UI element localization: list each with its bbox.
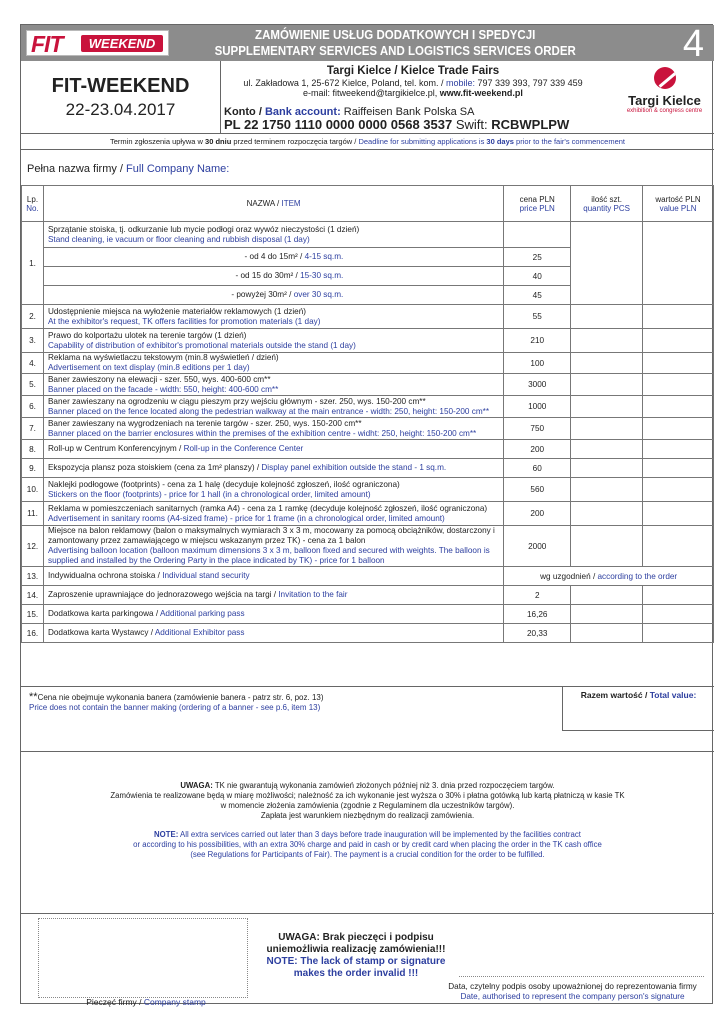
- event-dates: 22-23.04.2017: [65, 100, 176, 119]
- item-name: [43, 624, 503, 643]
- mobile-numbers: 797 339 393, 797 339 459: [475, 78, 583, 88]
- logo-fit-text: FIT: [31, 31, 63, 57]
- table-header-row: [22, 186, 714, 222]
- subitem-en: 15-30 sq.m.: [300, 271, 344, 280]
- quantity-cell[interactable]: [571, 222, 643, 305]
- table-row: [22, 586, 714, 605]
- table-row: [22, 526, 714, 567]
- row-number: 5.: [22, 374, 44, 396]
- item-name-en: Roll-up in the Conference Center: [183, 444, 304, 453]
- col-lp: [22, 186, 44, 222]
- subitem-price: 40: [504, 267, 571, 286]
- item-price: 100: [504, 353, 571, 374]
- col-value: [643, 186, 714, 222]
- item-name: [43, 418, 503, 440]
- value-cell[interactable]: [643, 305, 714, 329]
- signature-label: [431, 982, 714, 1002]
- notice-pl-line2: Zamówienia te realizowane będą w miarę możliwości; należność za ich wykonanie jest wyższa o 30% i płatna gotówką lub kartą płatniczą w kasie TK: [110, 791, 625, 800]
- notice-en: [21, 830, 714, 860]
- deadline-pl-2: przed terminem rozpoczęcia targów /: [231, 137, 359, 146]
- notice-pl-line1: TK nie gwarantują wykonania zamówień złożonych później niż 3. dnia przed rozpoczęciem targów.: [212, 781, 555, 790]
- col-lp-en: No.: [26, 203, 39, 213]
- subitem-name: [43, 248, 503, 267]
- item-name-en: Stand cleaning, ie vacuum or floor cleaning and rubbish disposal (1 day): [47, 234, 310, 244]
- quantity-cell[interactable]: [571, 502, 643, 526]
- col-lp-pl: Lp.: [26, 194, 39, 204]
- item-name: [43, 459, 503, 478]
- row-number: 11.: [22, 502, 44, 526]
- stamp-label-en: Company stamp: [143, 997, 206, 1007]
- table-row: [22, 624, 714, 643]
- item-name-pl: Prawo do kolportażu ulotek na terenie targów (1 dzień): [47, 330, 247, 340]
- value-cell[interactable]: [643, 374, 714, 396]
- quantity-cell[interactable]: [571, 526, 643, 567]
- total-value-field[interactable]: [562, 687, 714, 731]
- item-price: 1000: [504, 396, 571, 418]
- footnote-stars: **: [29, 691, 38, 703]
- notice-pl-line3: w momencie złożenia zamówienia (zgodnie z Regulaminem dla uczestników targów).: [220, 801, 515, 810]
- table-row: [22, 374, 714, 396]
- row-number: 14.: [22, 586, 44, 605]
- col-value-pl: wartość PLN: [655, 194, 701, 204]
- row-number: 13.: [22, 567, 44, 586]
- notice-pl: [21, 781, 714, 821]
- company-stamp-box[interactable]: [38, 918, 248, 998]
- value-cell[interactable]: [643, 624, 714, 643]
- value-cell[interactable]: [643, 329, 714, 353]
- company-name-field[interactable]: [27, 163, 229, 175]
- subitem-price: 25: [504, 248, 571, 267]
- quantity-cell[interactable]: [571, 329, 643, 353]
- deadline-en-1: Deadline for submitting applications is: [358, 137, 487, 146]
- event-box: [21, 61, 221, 133]
- quantity-cell[interactable]: [571, 374, 643, 396]
- tk-logo-name: Targi Kielce: [628, 93, 701, 108]
- value-cell[interactable]: [643, 396, 714, 418]
- row-number: 4.: [22, 353, 44, 374]
- col-quantity: [571, 186, 643, 222]
- item-name: [43, 329, 503, 353]
- quantity-cell[interactable]: [571, 418, 643, 440]
- services-table: [21, 185, 714, 643]
- col-qty-pl: ilość szt.: [591, 194, 622, 204]
- item-name-pl: Baner zawieszany na wygrodzeniach na terenie targów - szer. 250, wys. 150-200 cm**: [47, 418, 362, 428]
- item-price: 55: [504, 305, 571, 329]
- value-cell[interactable]: [643, 459, 714, 478]
- col-price-pl: cena PLN: [519, 194, 555, 204]
- form-number: 4: [682, 23, 704, 65]
- quantity-cell[interactable]: [571, 478, 643, 502]
- item-name: [43, 502, 503, 526]
- organizer-contact: [223, 63, 603, 132]
- quantity-cell[interactable]: [571, 353, 643, 374]
- row-number: 6.: [22, 396, 44, 418]
- fit-weekend-logo: [26, 30, 169, 56]
- event-name: FIT-WEEKEND: [51, 75, 190, 97]
- row-number: 3.: [22, 329, 44, 353]
- subitem-name: [43, 267, 503, 286]
- row-number: 9.: [22, 459, 44, 478]
- item-price: 20,33: [504, 624, 571, 643]
- banner-footnote: [29, 692, 409, 713]
- company-stamp-label: [21, 997, 271, 1007]
- quantity-cell[interactable]: [571, 440, 643, 459]
- warning-pl-2: uniemożliwia realizację zamówienia!!!: [266, 944, 446, 955]
- item-price: 2: [504, 586, 571, 605]
- item-price: [504, 222, 571, 248]
- item-name-en: Capability of distribution of exhibitor's promotional materials outside the stand (1 day): [47, 340, 356, 350]
- item-name-en: Display panel exhibition outside the stand - 1 sq.m.: [261, 463, 447, 472]
- quantity-cell[interactable]: [571, 624, 643, 643]
- row-number: 8.: [22, 440, 44, 459]
- account-number-line: [224, 117, 603, 132]
- row-number: 10.: [22, 478, 44, 502]
- price-note-pl: wg uzgodnień /: [540, 571, 598, 581]
- value-cell[interactable]: [643, 418, 714, 440]
- deadline-en-2: prior to the fair's commencement: [513, 137, 626, 146]
- item-price: 210: [504, 329, 571, 353]
- item-price: 60: [504, 459, 571, 478]
- warning-en-2: makes the order invalid !!!: [293, 968, 419, 979]
- table-row: [22, 440, 714, 459]
- value-cell[interactable]: [643, 440, 714, 459]
- form-title-pl: ZAMÓWIENIE USŁUG DODATKOWYCH I SPEDYCJI: [255, 28, 536, 42]
- item-name-en: Additional Exhibitor pass: [154, 628, 245, 637]
- item-name: [43, 374, 503, 396]
- value-cell[interactable]: [643, 526, 714, 567]
- organizer-address: [223, 78, 603, 98]
- swift-code: RCBWPLPW: [491, 117, 570, 132]
- item-name-en: Banner placed on the fence located along the pedestrian walkway at the main entrance - width: 250, height: 150-200 cm**: [47, 406, 490, 416]
- item-name: [43, 353, 503, 374]
- deadline-note: [21, 133, 714, 150]
- value-cell[interactable]: [643, 222, 714, 305]
- targi-kielce-emblem-icon: [654, 67, 676, 89]
- stamp-warning: [258, 932, 454, 980]
- item-price: 2000: [504, 526, 571, 567]
- table-row: [22, 305, 714, 329]
- form-title: [179, 27, 611, 59]
- col-item: [43, 186, 503, 222]
- row-number: 7.: [22, 418, 44, 440]
- item-name-pl: Reklama w pomieszczeniach sanitarnych (ramka A4) - cena za 1 ramkę (decyduje kolejność zgłoszeń, ilość ograniczona): [47, 503, 488, 513]
- item-name-en: Banner placed on the barrier enclosures within the premises of the exhibition centre - widht: 250, height: 150-200 cm**: [47, 428, 477, 438]
- item-name-en: Advertisement in sanitary rooms (A4-sized frame) - price for 1 frame (in a chronological order, limited amount): [47, 513, 445, 523]
- item-price: 200: [504, 502, 571, 526]
- quantity-cell[interactable]: [571, 605, 643, 624]
- table-row: [22, 502, 714, 526]
- item-name-pl: Roll-up w Centrum Konferencyjnym /: [47, 444, 184, 453]
- item-price: 16,26: [504, 605, 571, 624]
- row-number: 15.: [22, 605, 44, 624]
- item-name-en: Advertisement on text display (min.8 editions per 1 day): [47, 363, 250, 372]
- subitem-en: over 30 sq.m.: [293, 290, 344, 299]
- item-name-en: Invitation to the fair: [278, 590, 348, 599]
- table-row: [22, 353, 714, 374]
- signature-label-pl: Data, czytelny podpis osoby upoważnionej do reprezentowania firmy: [448, 982, 697, 991]
- col-price: [504, 186, 571, 222]
- item-name: [43, 305, 503, 329]
- deadline-pl-1: Termin zgłoszenia upływa w: [109, 137, 206, 146]
- row-number: 2.: [22, 305, 44, 329]
- stamp-label-pl: Pieczęć firmy /: [86, 997, 144, 1007]
- item-name-en: Additional parking pass: [159, 609, 245, 618]
- subitem-name: [43, 286, 503, 305]
- total-label-pl: Razem wartość /: [580, 690, 650, 700]
- item-name: [43, 222, 503, 248]
- subitem-en: 4-15 sq.m.: [304, 252, 344, 261]
- price-note-en: according to the order: [597, 571, 678, 581]
- item-name-pl: Sprzątanie stoiska, tj. odkurzanie lub mycie podłogi oraz wywóz nieczystości (1 dzień): [47, 224, 360, 234]
- row-number: 16.: [22, 624, 44, 643]
- account-number: PL 22 1750 1110 0000 0000 0568 3537: [224, 117, 453, 132]
- footnote-pl: Cena nie obejmuje wykonania banera (zamówienie banera - patrz str. 6, poz. 13): [37, 693, 324, 702]
- col-price-en: price PLN: [519, 203, 555, 213]
- remarks-section: [21, 686, 714, 752]
- signature-area: [21, 913, 714, 1005]
- item-name-pl: Baner zawieszany na ogrodzeniu w ciągu pieszym przy wejściu głównym - szer. 250, wys. 150-200 cm**: [47, 396, 426, 406]
- item-name-pl: Reklama na wyświetlaczu tekstowym (min.8 wyświetleń / dzień): [47, 353, 279, 362]
- table-row: [22, 478, 714, 502]
- col-item-pl: NAZWA /: [246, 198, 282, 208]
- item-name-pl: Zaproszenie uprawniające do jednorazowego wejścia na targi /: [47, 590, 279, 599]
- table-row: [22, 459, 714, 478]
- item-name-pl: Dodatkowa karta parkingowa /: [47, 609, 160, 618]
- value-cell[interactable]: [643, 502, 714, 526]
- tk-logo-subtitle: exhibition & congress centre: [626, 108, 703, 114]
- table-row: [22, 222, 714, 248]
- website-link[interactable]: www.fit-weekend.pl: [439, 88, 523, 98]
- footnote-en: Price does not contain the banner making (ordering of a banner - see p.6, item 13): [29, 703, 321, 712]
- value-cell[interactable]: [643, 478, 714, 502]
- mobile-label: mobile:: [446, 78, 476, 88]
- warning-pl-1: UWAGA: Brak pieczęci i podpisu: [278, 932, 434, 943]
- table-row: [22, 418, 714, 440]
- signature-line[interactable]: [459, 976, 704, 977]
- quantity-cell[interactable]: [571, 396, 643, 418]
- item-name-en: Advertising balloon location (balloon maximum dimensions 3 x 3 m, balloon fixed and secured with weights. The balloon is supplied and installed by the Ordering Party in the place indicated by TK) - price for 1 balloon: [47, 546, 490, 565]
- address-text: ul. Zakładowa 1, 25-672 Kielce, Poland, tel. kom. /: [243, 78, 446, 88]
- swift-label: Swift:: [452, 117, 492, 132]
- item-name: [43, 586, 503, 605]
- notice-en-line3: (see Regulations for Participants of Fair). The payment is a crucial condition for the order to be fulfilled.: [190, 850, 545, 859]
- form-title-en: SUPPLEMENTARY SERVICES AND LOGISTICS SERVICES ORDER: [214, 44, 576, 58]
- subitem-pl: - od 15 do 30m² /: [235, 271, 301, 280]
- table-row: [22, 396, 714, 418]
- item-name: [43, 526, 503, 567]
- organizer-name: Targi Kielce / Kielce Trade Fairs: [326, 65, 500, 77]
- signature-label-en: Date, authorised to represent the company person's signature: [460, 992, 685, 1001]
- notice-en-line1: All extra services carried out later than 3 days before trade inauguration will be implemented by the facilities contract: [178, 830, 581, 839]
- item-price: 3000: [504, 374, 571, 396]
- value-cell[interactable]: [643, 586, 714, 605]
- item-price: 560: [504, 478, 571, 502]
- targi-kielce-logo: [617, 67, 712, 129]
- company-name-label-en: Full Company Name:: [126, 163, 230, 175]
- item-name: [43, 440, 503, 459]
- table-row: [22, 605, 714, 624]
- notice-pl-label: UWAGA:: [180, 781, 213, 790]
- table-row: [22, 567, 714, 586]
- item-name-pl: Baner zawieszony na elewacji - szer. 550, wys. 400-600 cm**: [47, 374, 271, 384]
- col-value-en: value PLN: [659, 203, 697, 213]
- bank-account-label: Bank account:: [264, 106, 341, 118]
- company-name-label-pl: Pełna nazwa firmy /: [27, 163, 127, 175]
- item-name-en: Banner placed on the facade - width: 550, height: 400-600 cm**: [47, 384, 279, 394]
- item-name-en: At the exhibitor's request, TK offers facilities for promotion materials (1 day): [47, 316, 321, 326]
- form-header: [21, 23, 714, 65]
- order-form: [20, 23, 713, 1007]
- col-item-en: ITEM: [281, 198, 301, 208]
- subitem-pl: - od 4 do 15m² /: [244, 252, 305, 261]
- item-name-pl: Naklejki podłogowe (footprints) - cena za 1 halę (decyduje kolejność zgłoszeń, ilość ograniczona): [47, 479, 400, 489]
- item-name: [43, 478, 503, 502]
- notice-en-line2: or according to his possibilities, with an extra 30% charge and paid in cash or by credit card when placing the order in the TK cash office: [133, 840, 602, 849]
- item-name-pl: Miejsce na balon reklamowy (balon o maksymalnych wymiarach 3 x 3 m, mocowany za pomocą obciążników, dostarczony i zamontowany przez zamawiającego w miejscu wskazanym przez TK) - cena za 1 balon: [47, 526, 495, 545]
- item-name-en: Individual stand security: [162, 571, 250, 580]
- value-cell[interactable]: [643, 605, 714, 624]
- row-number: 12.: [22, 526, 44, 567]
- notice-en-label: NOTE:: [154, 830, 179, 839]
- late-order-notice: [21, 781, 714, 869]
- item-price: 750: [504, 418, 571, 440]
- subitem-price: 45: [504, 286, 571, 305]
- logo-weekend-text: WEEKEND: [81, 35, 163, 52]
- total-label-en: Total value:: [649, 690, 697, 700]
- deadline-en-bold: 30 days: [486, 137, 514, 146]
- value-cell[interactable]: [643, 353, 714, 374]
- warning-en-1: NOTE: The lack of stamp or signature: [266, 956, 446, 967]
- item-name-en: Stickers on the floor (footprints) - price for 1 hall (in a chronological order, limited amount): [47, 489, 371, 499]
- item-name-pl: Ekspozycja plansz poza stoiskiem (cena za 1m² planszy) /: [47, 463, 262, 472]
- table-row: [22, 329, 714, 353]
- item-name: [43, 396, 503, 418]
- row-number: 1.: [22, 222, 44, 305]
- item-name-pl: Dodatkowa karta Wystawcy /: [47, 628, 155, 637]
- konto-label: Konto /: [224, 106, 265, 118]
- col-qty-en: quantity PCS: [583, 203, 630, 213]
- item-name: [43, 567, 503, 586]
- notice-pl-line4: Zapłata jest warunkiem niezbędnym do realizacji zamówienia.: [260, 811, 475, 820]
- item-name-pl: Indywidualna ochrona stoiska /: [47, 571, 163, 580]
- quantity-cell[interactable]: [571, 586, 643, 605]
- item-price: 200: [504, 440, 571, 459]
- quantity-cell[interactable]: [571, 305, 643, 329]
- email-text: e-mail: fitweekend@targikielce.pl,: [303, 88, 440, 98]
- subitem-pl: - powyżej 30m² /: [231, 290, 294, 299]
- item-name-pl: Udostępnienie miejsca na wyłożenie materiałów reklamowych (1 dzień): [47, 306, 306, 316]
- deadline-pl-bold: 30 dniu: [205, 137, 232, 146]
- bank-name: Raiffeisen Bank Polska SA: [340, 106, 475, 118]
- quantity-cell[interactable]: [571, 459, 643, 478]
- item-price-note: [504, 567, 714, 586]
- item-name: [43, 605, 503, 624]
